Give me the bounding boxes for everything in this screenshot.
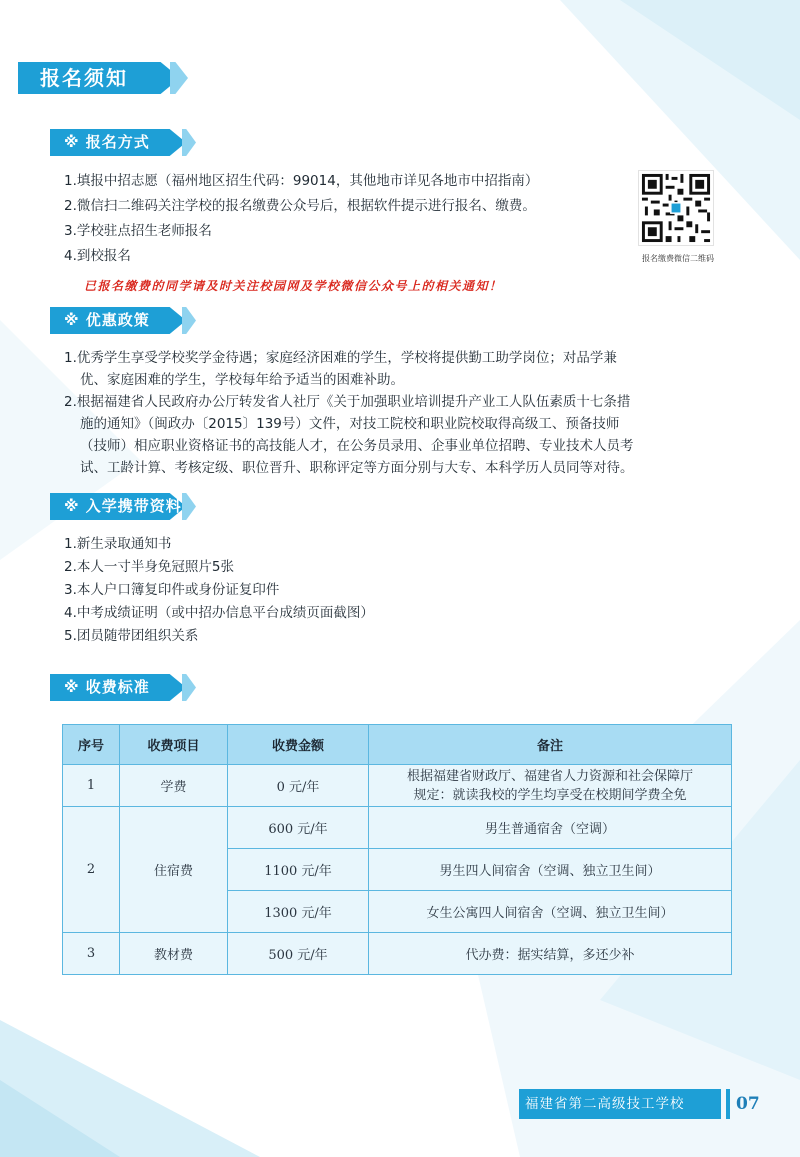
header-amount: 收费金额 — [228, 725, 369, 765]
cell-item: 教材费 — [120, 933, 228, 975]
footer-separator — [726, 1089, 730, 1119]
cell-amount: 600 元/年 — [228, 807, 369, 849]
footer-school-name: 福建省第二高级技工学校 — [525, 1096, 685, 1112]
cell-amount: 1300 元/年 — [228, 891, 369, 933]
cell-item: 学费 — [120, 765, 228, 807]
cell-note: 女生公寓四人间宿舍（空调、独立卫生间） — [369, 891, 732, 933]
wechat-qr-code[interactable] — [638, 170, 714, 246]
benefits-line: 施的通知》（闽政办〔2015〕139号）文件，对技工院校和职业院校取得高级工、预备技师 — [80, 416, 620, 432]
materials-item: 1.新生录取通知书 — [64, 536, 172, 552]
note-line: 根据福建省财政厅、福建省人力资源和社会保障厅 — [406, 768, 693, 784]
table-row — [63, 765, 732, 807]
header-item: 收费项目 — [120, 725, 228, 765]
benefits-line: 试、工龄计算、考核定级、职位晋升、职称评定等方面分别与大专、本科学历人员同等对待。 — [80, 460, 634, 476]
fee-table — [62, 724, 732, 975]
materials-item: 2.本人一寸半身免冠照片5张 — [64, 559, 234, 575]
cell-no: 1 — [63, 765, 120, 807]
header-no: 序号 — [63, 725, 120, 765]
header-note: 备注 — [369, 725, 732, 765]
signup-item: 2.微信扫二维码关注学校的报名缴费公众号后，根据软件提示进行报名、缴费。 — [64, 198, 536, 214]
cell-item: 住宿费 — [120, 807, 228, 933]
section-title-fees: ※ 收费标准 — [64, 678, 150, 696]
signup-item: 4.到校报名 — [64, 248, 131, 264]
note-line: 规定：就读我校的学生均享受在校期间学费全免 — [413, 787, 687, 803]
benefits-line: （技师）相应职业资格证书的高技能人才，在公务员录用、企事业单位招聘、专业技术人员考 — [80, 438, 634, 454]
signup-item: 3.学校驻点招生老师报名 — [64, 223, 212, 239]
benefits-line: 优、家庭困难的学生，学校每年给予适当的困难补助。 — [80, 372, 404, 388]
materials-item: 3.本人户口簿复印件或身份证复印件 — [64, 582, 280, 598]
cell-no: 2 — [63, 807, 120, 933]
cell-note: 代办费：据实结算，多还少补 — [369, 933, 732, 975]
cell-note: 男生四人间宿舍（空调、独立卫生间） — [369, 849, 732, 891]
qr-code-icon — [639, 171, 713, 245]
cell-amount: 0 元/年 — [228, 765, 369, 807]
cell-note — [369, 765, 732, 807]
page-title: 报名须知 — [40, 66, 128, 90]
page-number: 07 — [736, 1094, 760, 1114]
section-title-signup: ※ 报名方式 — [64, 133, 150, 151]
cell-no: 3 — [63, 933, 120, 975]
cell-note: 男生普通宿舍（空调） — [369, 807, 732, 849]
table-row — [63, 807, 732, 849]
benefits-line: 1.优秀学生享受学校奖学金待遇；家庭经济困难的学生，学校将提供勤工助学岗位；对品学兼 — [64, 350, 617, 366]
materials-item: 5.团员随带团组织关系 — [64, 628, 199, 644]
table-header-row — [63, 725, 732, 765]
cell-amount: 1100 元/年 — [228, 849, 369, 891]
benefits-line: 2.根据福建省人民政府办公厅转发省人社厅《关于加强职业培训提升产业工人队伍素质十七条措 — [64, 394, 631, 410]
signup-notice: 已报名缴费的同学请及时关注校园网及学校微信公众号上的相关通知！ — [84, 279, 503, 293]
section-title-benefits: ※ 优惠政策 — [64, 311, 150, 329]
signup-item: 1.填报中招志愿（福州地区招生代码：99014，其他地市详见各地市中招指南） — [64, 173, 539, 189]
section-title-materials: ※ 入学携带资料 — [64, 497, 182, 515]
table-row — [63, 933, 732, 975]
cell-amount: 500 元/年 — [228, 933, 369, 975]
materials-item: 4.中考成绩证明（或中招办信息平台成绩页面截图） — [64, 605, 374, 621]
qr-caption: 报名缴费微信二维码 — [642, 254, 714, 263]
